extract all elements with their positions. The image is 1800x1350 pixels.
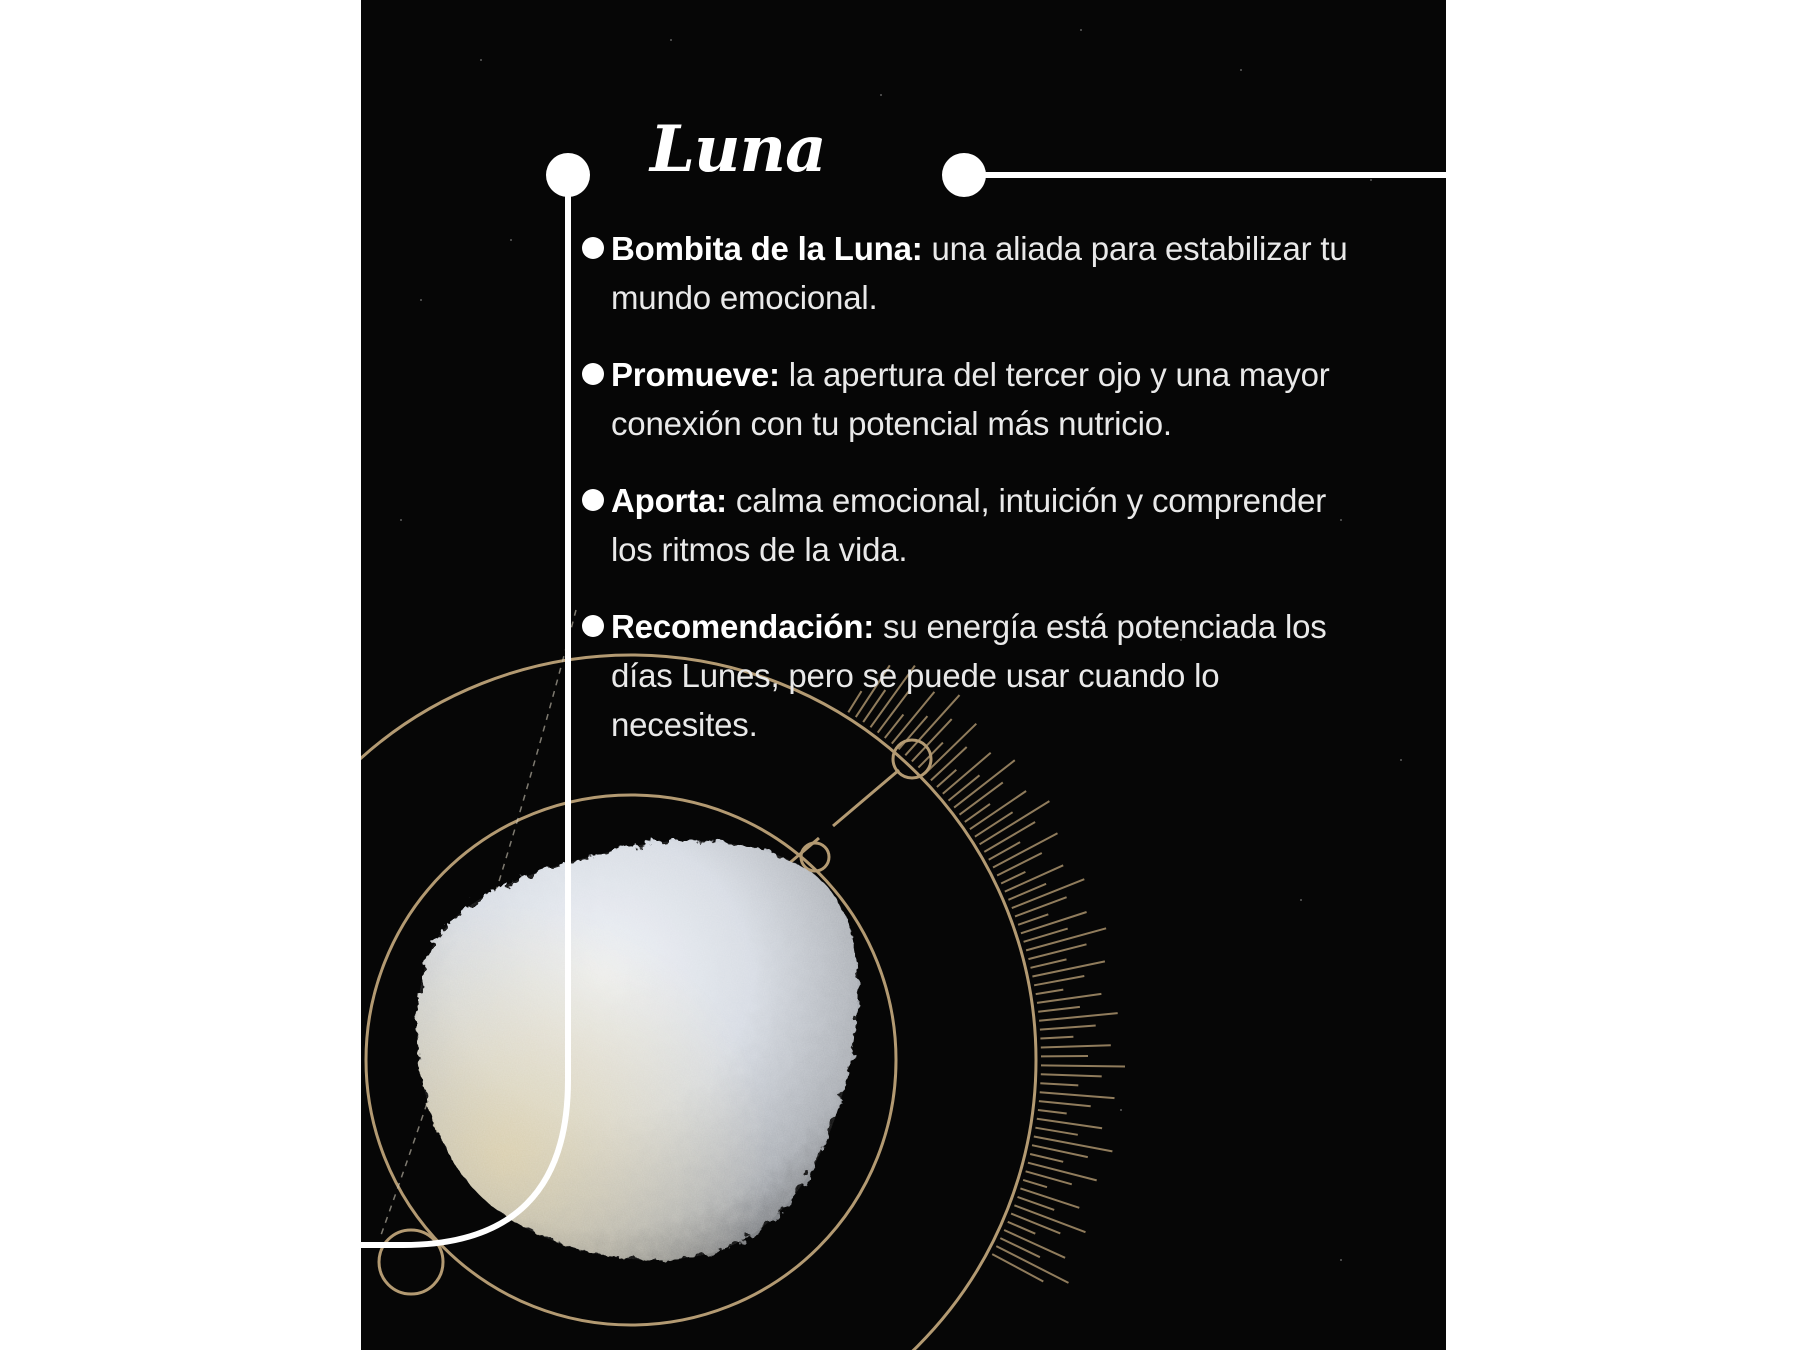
ray-dash	[1039, 1101, 1091, 1106]
ray-dash	[1038, 1110, 1067, 1114]
ray-dash	[997, 853, 1042, 876]
ray-dash	[1037, 994, 1101, 1003]
ray-dash	[1032, 961, 1105, 976]
ray-dash	[975, 812, 1013, 837]
benefits-list	[582, 224, 1372, 777]
ray-dash	[1018, 914, 1048, 925]
ray-dash	[1028, 1163, 1097, 1181]
list-item	[582, 350, 1372, 448]
ray-dash	[1040, 1083, 1078, 1085]
ray-dash	[1021, 912, 1087, 933]
list-item	[582, 602, 1372, 749]
ray-dash	[1030, 1154, 1063, 1162]
list-item-body: la apertura del tercer ojo y una mayor conexión con tu potencial más nutricio.	[611, 356, 1330, 442]
list-item-text	[611, 224, 1372, 322]
ray-dash	[980, 801, 1050, 844]
ray-dash	[1031, 959, 1067, 967]
list-item-body: una aliada para estabilizar tu mundo emocional.	[611, 230, 1348, 316]
ray-dash	[1040, 1037, 1073, 1039]
list-item-label: Recomendación:	[611, 608, 875, 645]
ray-dash	[1039, 1013, 1118, 1021]
ray-dash	[992, 1254, 1043, 1281]
ray-dash	[1037, 1119, 1102, 1129]
ray-dash	[996, 1246, 1068, 1283]
ray-dash	[1020, 1188, 1079, 1207]
ray-dash	[1040, 1092, 1115, 1098]
ray-dash	[1023, 1180, 1047, 1187]
list-item-text	[611, 350, 1372, 448]
ray-dash	[949, 775, 980, 800]
ray-dash	[989, 842, 1020, 860]
list-item-text	[611, 602, 1372, 749]
ray-dash	[1032, 1145, 1088, 1157]
ray-dash	[1008, 1222, 1036, 1234]
ray-dash	[970, 791, 1026, 829]
ray-dash	[1026, 928, 1106, 950]
bullet-icon	[582, 363, 604, 385]
ray-dash	[1034, 976, 1084, 985]
luna-card	[361, 0, 1446, 1350]
timeline-start-dot	[546, 153, 590, 197]
list-item-body: su energía está potenciada los días Lunes, pero se puede usar cuando lo necesites.	[611, 608, 1327, 743]
bullet-icon	[582, 237, 604, 259]
ray-dash	[1036, 990, 1064, 995]
ray-dash	[1035, 1128, 1077, 1135]
list-item-label: Aporta:	[611, 482, 727, 519]
list-item-label: Bombita de la Luna:	[611, 230, 923, 267]
list-item-body: calma emocional, intuición y comprender los ritmos de la vida.	[611, 482, 1327, 568]
ray-dash	[1034, 1137, 1113, 1152]
page-title: Luna	[650, 112, 826, 187]
ray-dash	[1040, 1026, 1096, 1030]
ray-dash	[1041, 1065, 1125, 1066]
stone-image	[417, 841, 858, 1260]
ray-dash	[1041, 1074, 1102, 1076]
list-item-label: Promueve:	[611, 356, 780, 393]
ray-dash	[1001, 872, 1025, 884]
ray-dash	[1041, 1045, 1111, 1047]
ray-dash	[1015, 897, 1067, 916]
list-item-text	[611, 476, 1372, 574]
ray-dash	[1038, 1007, 1080, 1012]
bullet-icon	[582, 615, 604, 637]
ray-dash	[1011, 1214, 1060, 1234]
list-item	[582, 476, 1372, 574]
ray-dash	[1000, 1238, 1040, 1257]
list-item	[582, 224, 1372, 322]
bullet-icon	[582, 489, 604, 511]
timeline-branch-dot	[942, 153, 986, 197]
